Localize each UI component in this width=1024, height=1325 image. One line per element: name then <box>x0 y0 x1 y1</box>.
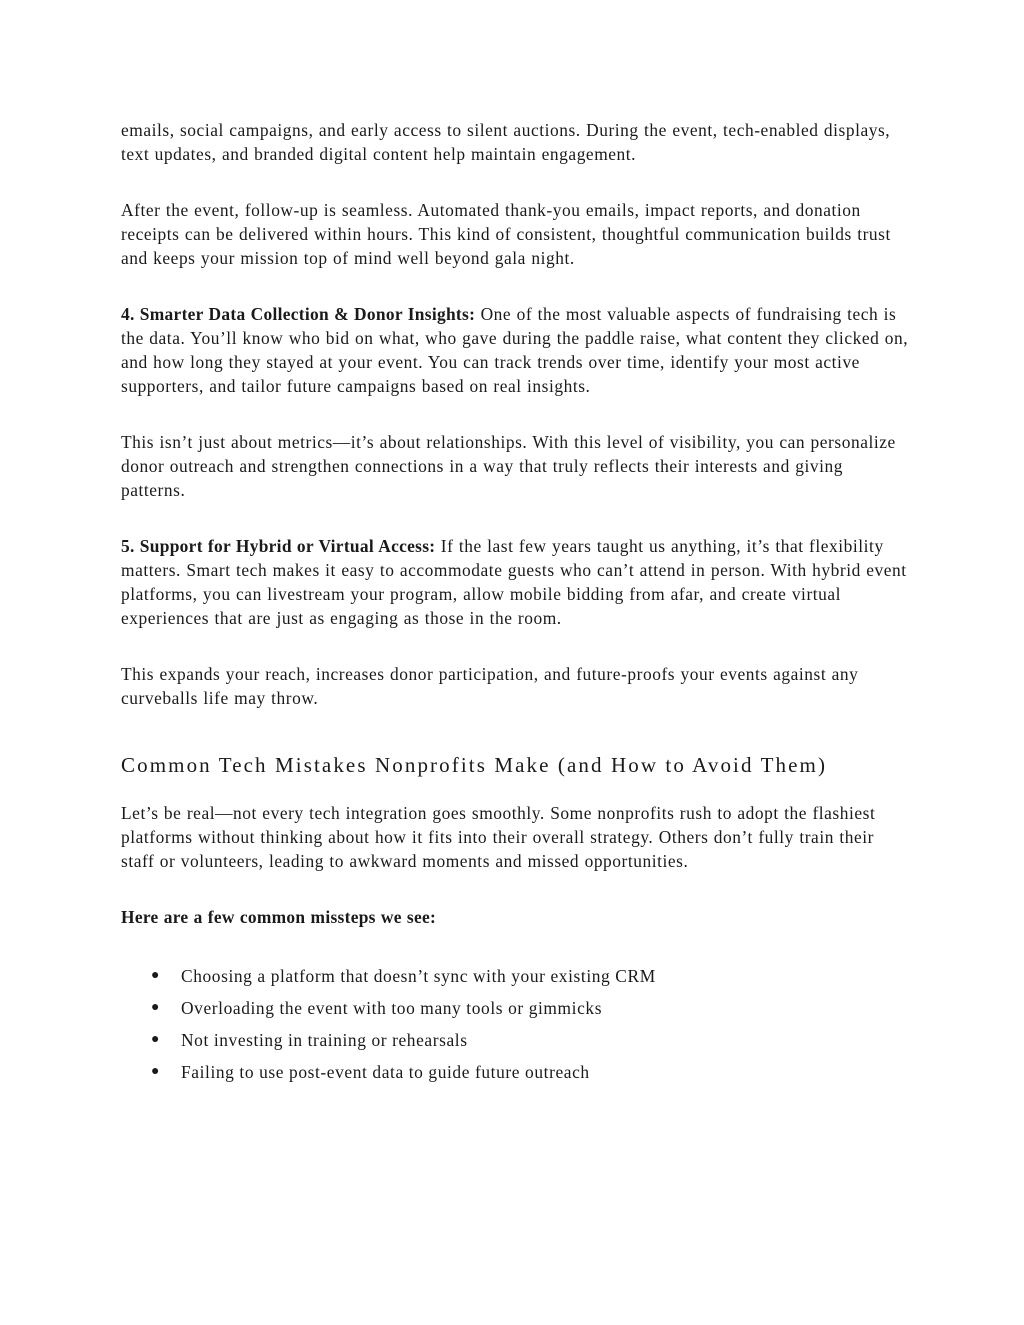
list-item <box>121 1024 911 1056</box>
paragraph-hybrid-access <box>121 534 911 630</box>
list-item-text: Not investing in training or rehearsals <box>181 1030 468 1050</box>
list-heading <box>121 905 911 929</box>
list-heading-text: Here are a few common missteps we see: <box>121 907 437 927</box>
hybrid-access-body: If the last few years taught us anything, it’s that flexibility matters. Smart tech makes it easy to accommodate guests who can’t attend in person. With hybrid event platforms, you can livestream your program, allow mobile bidding from afar, and create virtual experiences that are just as engaging as those in the room. <box>121 536 907 628</box>
data-collection-body: One of the most valuable aspects of fundraising tech is the data. You’ll know who bid on what, who gave during the paddle raise, what content they clicked on, and how long they stayed at your event. You can track trends over time, identify your most active supporters, and tailor future campaigns based on real insights. <box>121 304 909 396</box>
list-item <box>121 1056 911 1088</box>
paragraph-intro: Let’s be real—not every tech integration goes smoothly. Some nonprofits rush to adopt the flashiest platforms without thinking about how it fits into their overall strategy. Others don’t fully train their staff or volunteers, leading to awkward moments and missed opportunities. <box>121 803 876 871</box>
paragraph-engagement: emails, social campaigns, and early access to silent auctions. During the event, tech-enabled displays, text updates, and branded digital content help maintain engagement. <box>121 120 891 164</box>
data-collection-heading: 4. Smarter Data Collection & Donor Insights: <box>121 304 476 324</box>
bullet-icon: ● <box>151 968 161 983</box>
bullet-icon: ● <box>151 1000 161 1015</box>
section-heading: Common Tech Mistakes Nonprofits Make (and How to Avoid Them) <box>121 753 828 777</box>
hybrid-access-heading: 5. Support for Hybrid or Virtual Access: <box>121 536 436 556</box>
list-item-text: Choosing a platform that doesn’t sync with your existing CRM <box>181 966 656 986</box>
paragraph-relationships: This isn’t just about metrics—it’s about relationships. With this level of visibility, you can personalize donor outreach and strengthen connections in a way that truly reflects their interests and giving patterns. <box>121 432 896 500</box>
document-page <box>121 118 911 1088</box>
list-item-text: Failing to use post-event data to guide future outreach <box>181 1062 590 1082</box>
bullet-icon: ● <box>151 1064 161 1079</box>
paragraph-follow-up: After the event, follow-up is seamless. Automated thank-you emails, impact reports, and donation receipts can be delivered within hours. This kind of consistent, thoughtful communication builds trust and keeps your mission top of mind well beyond gala night. <box>121 200 891 268</box>
paragraph-data-collection <box>121 302 911 398</box>
missteps-list <box>121 960 911 1088</box>
bullet-icon: ● <box>151 1032 161 1047</box>
list-item <box>121 992 911 1024</box>
list-item <box>121 960 911 992</box>
paragraph-reach: This expands your reach, increases donor participation, and future-proofs your events against any curveballs life may throw. <box>121 664 859 708</box>
list-item-text: Overloading the event with too many tools or gimmicks <box>181 998 603 1018</box>
